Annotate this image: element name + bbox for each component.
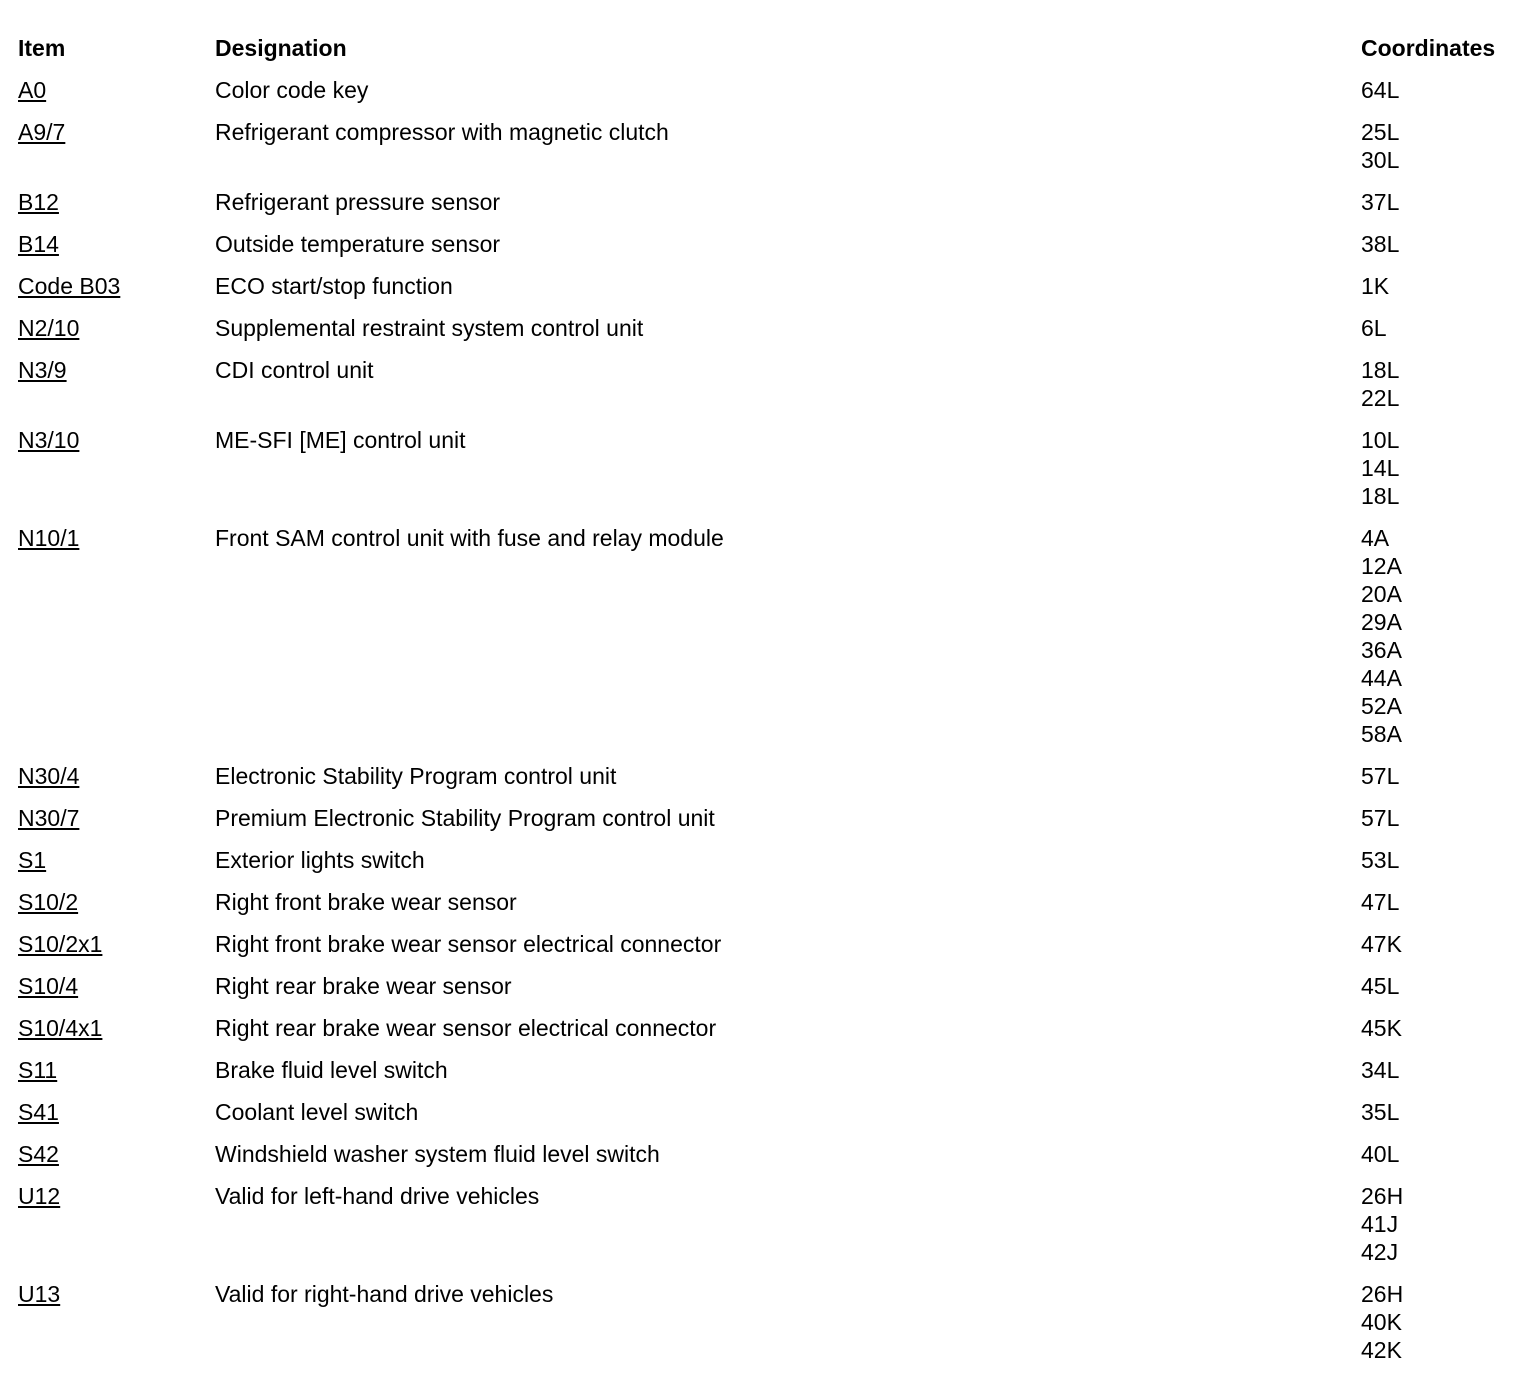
designation-cell: Premium Electronic Stability Program control unit	[215, 805, 715, 831]
coordinate-value: 14L	[1361, 455, 1400, 481]
table-row	[18, 307, 1518, 349]
coordinates-cell	[1361, 972, 1518, 1000]
coordinates-cell	[1361, 1182, 1518, 1266]
designation-cell: Right rear brake wear sensor electrical connector	[215, 1015, 717, 1041]
table-row	[18, 1049, 1518, 1091]
coordinate-value: 18L	[1361, 357, 1400, 383]
coordinate-value: 52A	[1361, 693, 1402, 719]
table-row	[18, 1175, 1518, 1273]
designation-cell: Windshield washer system fluid level switch	[215, 1141, 660, 1167]
item-link[interactable]: S42	[18, 1141, 59, 1167]
designation-cell: Right rear brake wear sensor	[215, 973, 512, 999]
table-row	[18, 839, 1518, 881]
table-row	[18, 223, 1518, 265]
item-link[interactable]: N30/4	[18, 763, 80, 789]
coordinate-value: 64L	[1361, 77, 1400, 103]
coordinates-cell	[1361, 1098, 1518, 1126]
table-row	[18, 965, 1518, 1007]
coordinates-cell	[1361, 272, 1518, 300]
coordinate-value: 25L	[1361, 119, 1400, 145]
designation-cell: Refrigerant pressure sensor	[215, 189, 501, 215]
table-row	[18, 181, 1518, 223]
item-link[interactable]: A0	[18, 77, 47, 103]
item-link[interactable]: S10/4x1	[18, 1015, 103, 1041]
designation-cell: Valid for right-hand drive vehicles	[215, 1281, 554, 1307]
table-row	[18, 755, 1518, 797]
coordinate-value: 57L	[1361, 805, 1400, 831]
coordinates-cell	[1361, 524, 1518, 748]
item-link[interactable]: S10/2x1	[18, 931, 103, 957]
coordinate-value: 18L	[1361, 483, 1400, 509]
item-cell	[18, 804, 215, 832]
coordinates-cell	[1361, 188, 1518, 216]
coordinate-value: 53L	[1361, 847, 1400, 873]
coordinate-value: 42J	[1361, 1239, 1399, 1265]
coordinates-cell	[1361, 762, 1518, 790]
item-link[interactable]: B12	[18, 189, 59, 215]
table-body	[18, 69, 1518, 1371]
coordinate-value: 29A	[1361, 609, 1402, 635]
table-header	[18, 30, 1518, 69]
coordinates-cell	[1361, 1056, 1518, 1084]
coordinates-cell	[1361, 1014, 1518, 1042]
coordinate-value: 57L	[1361, 763, 1400, 789]
header-coordinates: Coordinates	[1361, 35, 1496, 61]
table-row	[18, 111, 1518, 181]
coordinate-value: 34L	[1361, 1057, 1400, 1083]
item-cell	[18, 314, 215, 342]
coordinate-value: 44A	[1361, 665, 1402, 691]
coordinates-cell	[1361, 118, 1518, 174]
coordinate-value: 36A	[1361, 637, 1402, 663]
coordinate-value: 40K	[1361, 1309, 1402, 1335]
item-cell	[18, 426, 215, 454]
coordinates-cell	[1361, 846, 1518, 874]
coordinate-value: 12A	[1361, 553, 1402, 579]
item-cell	[18, 1098, 215, 1126]
item-cell	[18, 118, 215, 146]
item-link[interactable]: S1	[18, 847, 47, 873]
coordinates-cell	[1361, 1280, 1518, 1364]
table-row	[18, 517, 1518, 755]
item-link[interactable]: U12	[18, 1183, 61, 1209]
designation-cell: Exterior lights switch	[215, 847, 425, 873]
designation-cell: Refrigerant compressor with magnetic clutch	[215, 119, 669, 145]
item-cell	[18, 76, 215, 104]
coordinate-value: 4A	[1361, 525, 1390, 551]
coordinates-cell	[1361, 930, 1518, 958]
item-cell	[18, 1280, 215, 1308]
item-link[interactable]: U13	[18, 1281, 61, 1307]
item-cell	[18, 356, 215, 384]
coordinate-value: 47K	[1361, 931, 1402, 957]
item-link[interactable]: S10/4	[18, 973, 79, 999]
table-row	[18, 1273, 1518, 1371]
item-cell	[18, 972, 215, 1000]
coordinate-value: 1K	[1361, 273, 1390, 299]
header-designation: Designation	[215, 35, 347, 61]
item-cell	[18, 846, 215, 874]
header-item: Item	[18, 35, 66, 61]
designation-cell: Valid for left-hand drive vehicles	[215, 1183, 540, 1209]
coordinate-value: 45L	[1361, 973, 1400, 999]
coordinate-value: 58A	[1361, 721, 1402, 747]
designation-cell: Coolant level switch	[215, 1099, 419, 1125]
designation-cell: ME-SFI [ME] control unit	[215, 427, 466, 453]
table-row	[18, 419, 1518, 517]
item-cell	[18, 930, 215, 958]
item-link[interactable]: S11	[18, 1057, 58, 1083]
table-row	[18, 69, 1518, 111]
item-link[interactable]: B14	[18, 231, 59, 257]
item-link[interactable]: S10/2	[18, 889, 79, 915]
table-row	[18, 349, 1518, 419]
item-link[interactable]: N3/9	[18, 357, 67, 383]
item-link[interactable]: Code B03	[18, 273, 121, 299]
coordinate-value: 20A	[1361, 581, 1402, 607]
coordinates-cell	[1361, 356, 1518, 412]
table-row	[18, 1007, 1518, 1049]
item-cell	[18, 524, 215, 552]
designation-cell: ECO start/stop function	[215, 273, 453, 299]
coordinate-value: 47L	[1361, 889, 1400, 915]
table-row	[18, 1091, 1518, 1133]
coordinates-cell	[1361, 804, 1518, 832]
designation-cell: Supplemental restraint system control unit	[215, 315, 644, 341]
item-link[interactable]: N2/10	[18, 315, 80, 341]
item-cell	[18, 1056, 215, 1084]
table-row	[18, 797, 1518, 839]
item-cell	[18, 272, 215, 300]
coordinates-cell	[1361, 76, 1518, 104]
coordinate-value: 38L	[1361, 231, 1400, 257]
designation-cell: CDI control unit	[215, 357, 374, 383]
item-cell	[18, 888, 215, 916]
coordinate-value: 45K	[1361, 1015, 1402, 1041]
table-row	[18, 923, 1518, 965]
component-legend-table	[18, 30, 1518, 1371]
coordinate-value: 41J	[1361, 1211, 1399, 1237]
designation-cell: Front SAM control unit with fuse and relay module	[215, 525, 724, 551]
coordinate-value: 42K	[1361, 1337, 1402, 1363]
coordinates-cell	[1361, 426, 1518, 510]
table-row	[18, 881, 1518, 923]
table-row	[18, 1133, 1518, 1175]
item-link[interactable]: A9/7	[18, 119, 66, 145]
item-cell	[18, 1140, 215, 1168]
coordinates-cell	[1361, 888, 1518, 916]
coordinate-value: 30L	[1361, 147, 1400, 173]
designation-cell: Right front brake wear sensor electrical connector	[215, 931, 722, 957]
designation-cell: Right front brake wear sensor	[215, 889, 517, 915]
item-link[interactable]: S41	[18, 1099, 59, 1125]
coordinate-value: 10L	[1361, 427, 1400, 453]
coordinates-cell	[1361, 314, 1518, 342]
coordinate-value: 35L	[1361, 1099, 1400, 1125]
item-cell	[18, 1182, 215, 1210]
designation-cell: Color code key	[215, 77, 369, 103]
table-row	[18, 265, 1518, 307]
coordinates-cell	[1361, 1140, 1518, 1168]
item-cell	[18, 1014, 215, 1042]
coordinate-value: 26H	[1361, 1281, 1404, 1307]
coordinate-value: 22L	[1361, 385, 1400, 411]
designation-cell: Outside temperature sensor	[215, 231, 501, 257]
coordinate-value: 37L	[1361, 189, 1400, 215]
coordinates-cell	[1361, 230, 1518, 258]
item-link[interactable]: N10/1	[18, 525, 80, 551]
item-cell	[18, 230, 215, 258]
coordinate-value: 40L	[1361, 1141, 1400, 1167]
item-cell	[18, 762, 215, 790]
coordinate-value: 26H	[1361, 1183, 1404, 1209]
designation-cell: Electronic Stability Program control unit	[215, 763, 617, 789]
item-cell	[18, 188, 215, 216]
item-link[interactable]: N30/7	[18, 805, 80, 831]
coordinate-value: 6L	[1361, 315, 1387, 341]
designation-cell: Brake fluid level switch	[215, 1057, 448, 1083]
item-link[interactable]: N3/10	[18, 427, 80, 453]
